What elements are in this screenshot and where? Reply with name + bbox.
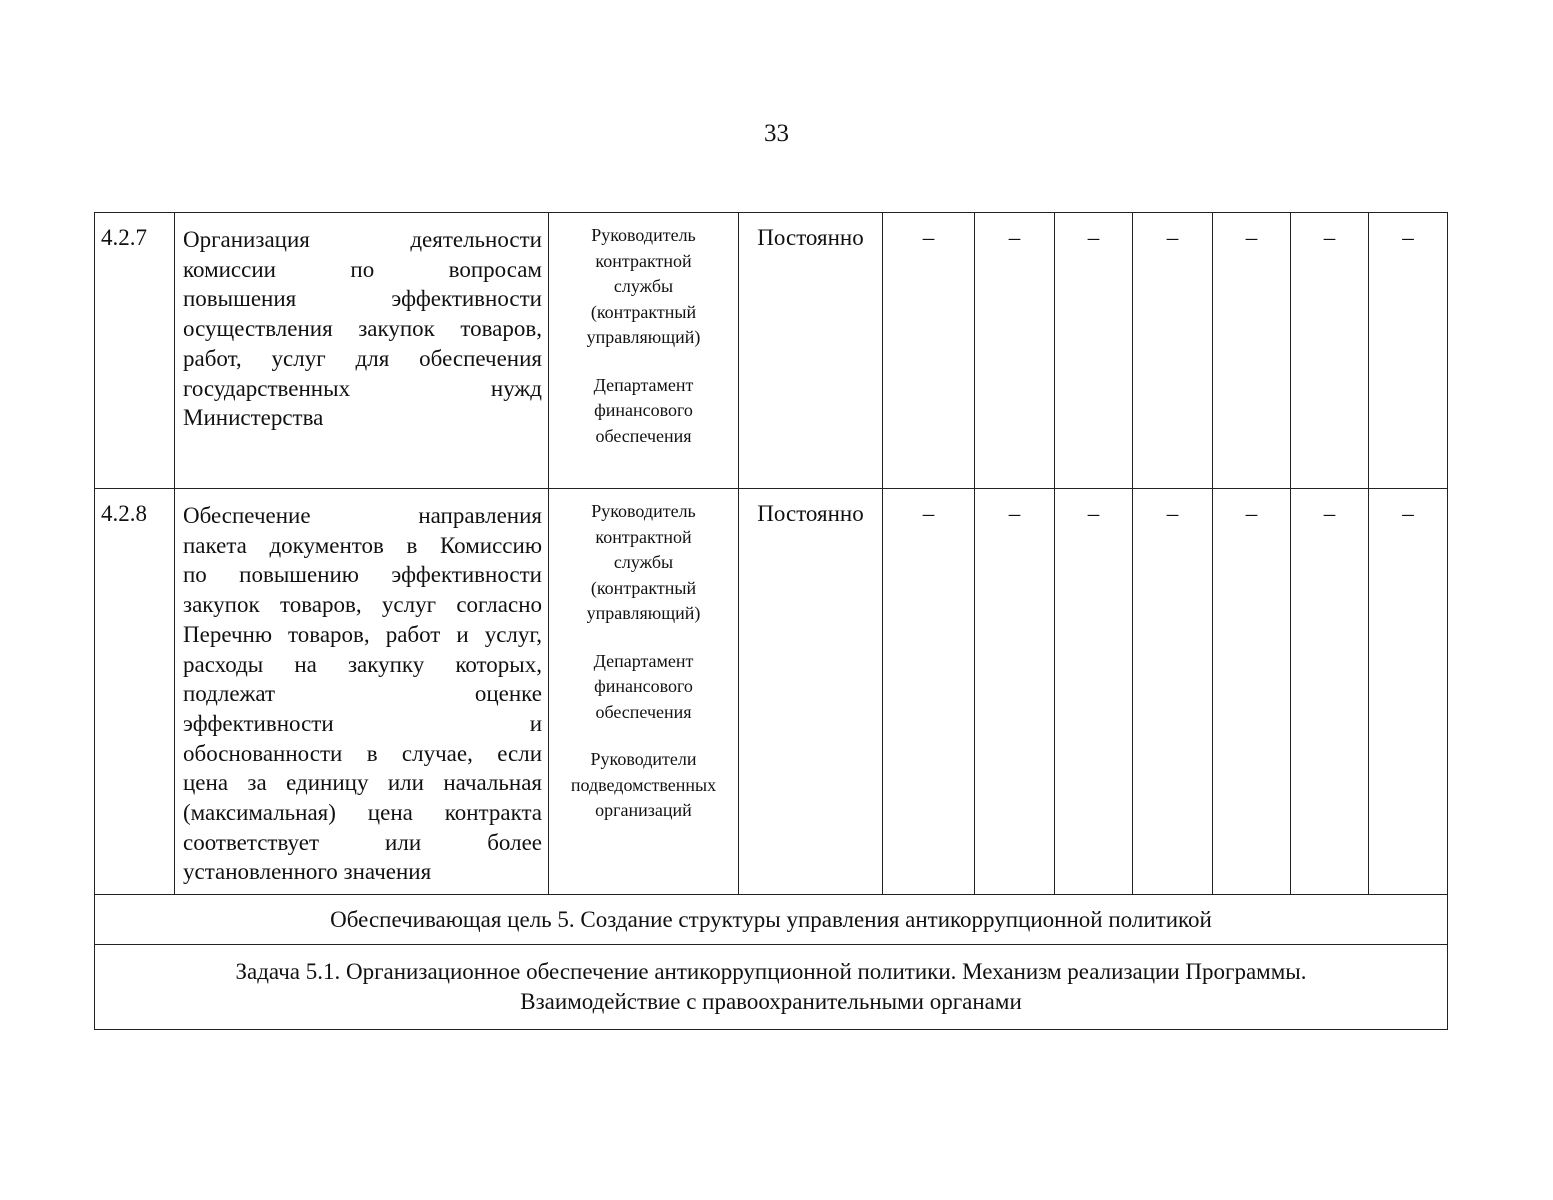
value-cell: – <box>1369 213 1448 489</box>
description-line: закупок товаров, услуг согласно <box>183 592 542 618</box>
table-row <box>95 213 1448 489</box>
description-line: работ, услуг для обеспечения <box>183 345 542 371</box>
value-cell: – <box>1213 489 1291 895</box>
value-cell: – <box>1291 489 1369 895</box>
value-cell: – <box>1133 213 1213 489</box>
program-table <box>94 212 1448 1030</box>
value-cell: – <box>1213 213 1291 489</box>
row-description <box>175 213 549 489</box>
term-cell: Постоянно <box>739 489 883 895</box>
task-line: Задача 5.1. Организационное обеспечение антикоррупционной политики. Механизм реализации Программы. <box>235 959 1307 984</box>
responsible-unit: Департамент финансового обеспечения <box>593 650 694 722</box>
responsible-unit: Департамент финансового обеспечения <box>593 374 694 446</box>
value-cell: – <box>975 213 1055 489</box>
description-line: расходы на закупку которых, <box>183 651 542 677</box>
value-cell: – <box>1291 213 1369 489</box>
description-line: обоснованности в случае, если <box>183 740 542 766</box>
description-line: Министерства <box>183 405 324 431</box>
description-line: (максимальная) цена контракта <box>183 800 542 826</box>
value-cell: – <box>975 489 1055 895</box>
description-line: осуществления закупок товаров, <box>183 316 542 342</box>
description-line: цена за единицу или начальная <box>183 770 542 796</box>
value-cell: – <box>1369 489 1448 895</box>
description-line: по повышению эффективности <box>183 562 542 588</box>
description-line: Организация деятельности <box>183 227 542 252</box>
term-cell: Постоянно <box>739 213 883 489</box>
responsible-cell <box>549 489 739 895</box>
task-row <box>95 945 1448 1030</box>
task-heading <box>95 945 1448 1030</box>
description-line: комиссии по вопросам <box>183 256 542 282</box>
responsible-unit: Руководитель контрактной службы (контрактный управляющий) <box>586 225 701 347</box>
description-line: повышения эффективности <box>183 286 542 312</box>
description-line: эффективности и <box>183 710 542 736</box>
description-line: Перечню товаров, работ и услуг, <box>183 621 542 647</box>
goal-heading: Обеспечивающая цель 5. Создание структуры управления антикоррупционной политикой <box>95 895 1448 945</box>
description-line: Обеспечение направления <box>183 503 542 528</box>
responsible-unit: Руководитель контрактной службы (контрактный управляющий) <box>586 501 701 623</box>
table-row <box>95 489 1448 895</box>
row-description <box>175 489 549 895</box>
description-line: установленного значения <box>183 859 432 885</box>
value-cell: – <box>883 489 975 895</box>
description-line: соответствует или более <box>183 829 542 855</box>
row-number: 4.2.8 <box>95 489 175 895</box>
description-line: государственных нужд <box>183 375 542 401</box>
value-cell: – <box>1055 213 1133 489</box>
description-line: подлежат оценке <box>183 681 542 707</box>
value-cell: – <box>883 213 975 489</box>
value-cell: – <box>1055 489 1133 895</box>
page-number: 33 <box>764 120 789 147</box>
goal-row <box>95 895 1448 945</box>
responsible-unit: Руководители подведомственных организаций <box>570 749 717 820</box>
value-cell: – <box>1133 489 1213 895</box>
task-line: Взаимодействие с правоохранительными органами <box>520 989 1022 1014</box>
responsible-cell <box>549 213 739 489</box>
row-number: 4.2.7 <box>95 213 175 489</box>
description-line: пакета документов в Комиссию <box>183 532 542 558</box>
